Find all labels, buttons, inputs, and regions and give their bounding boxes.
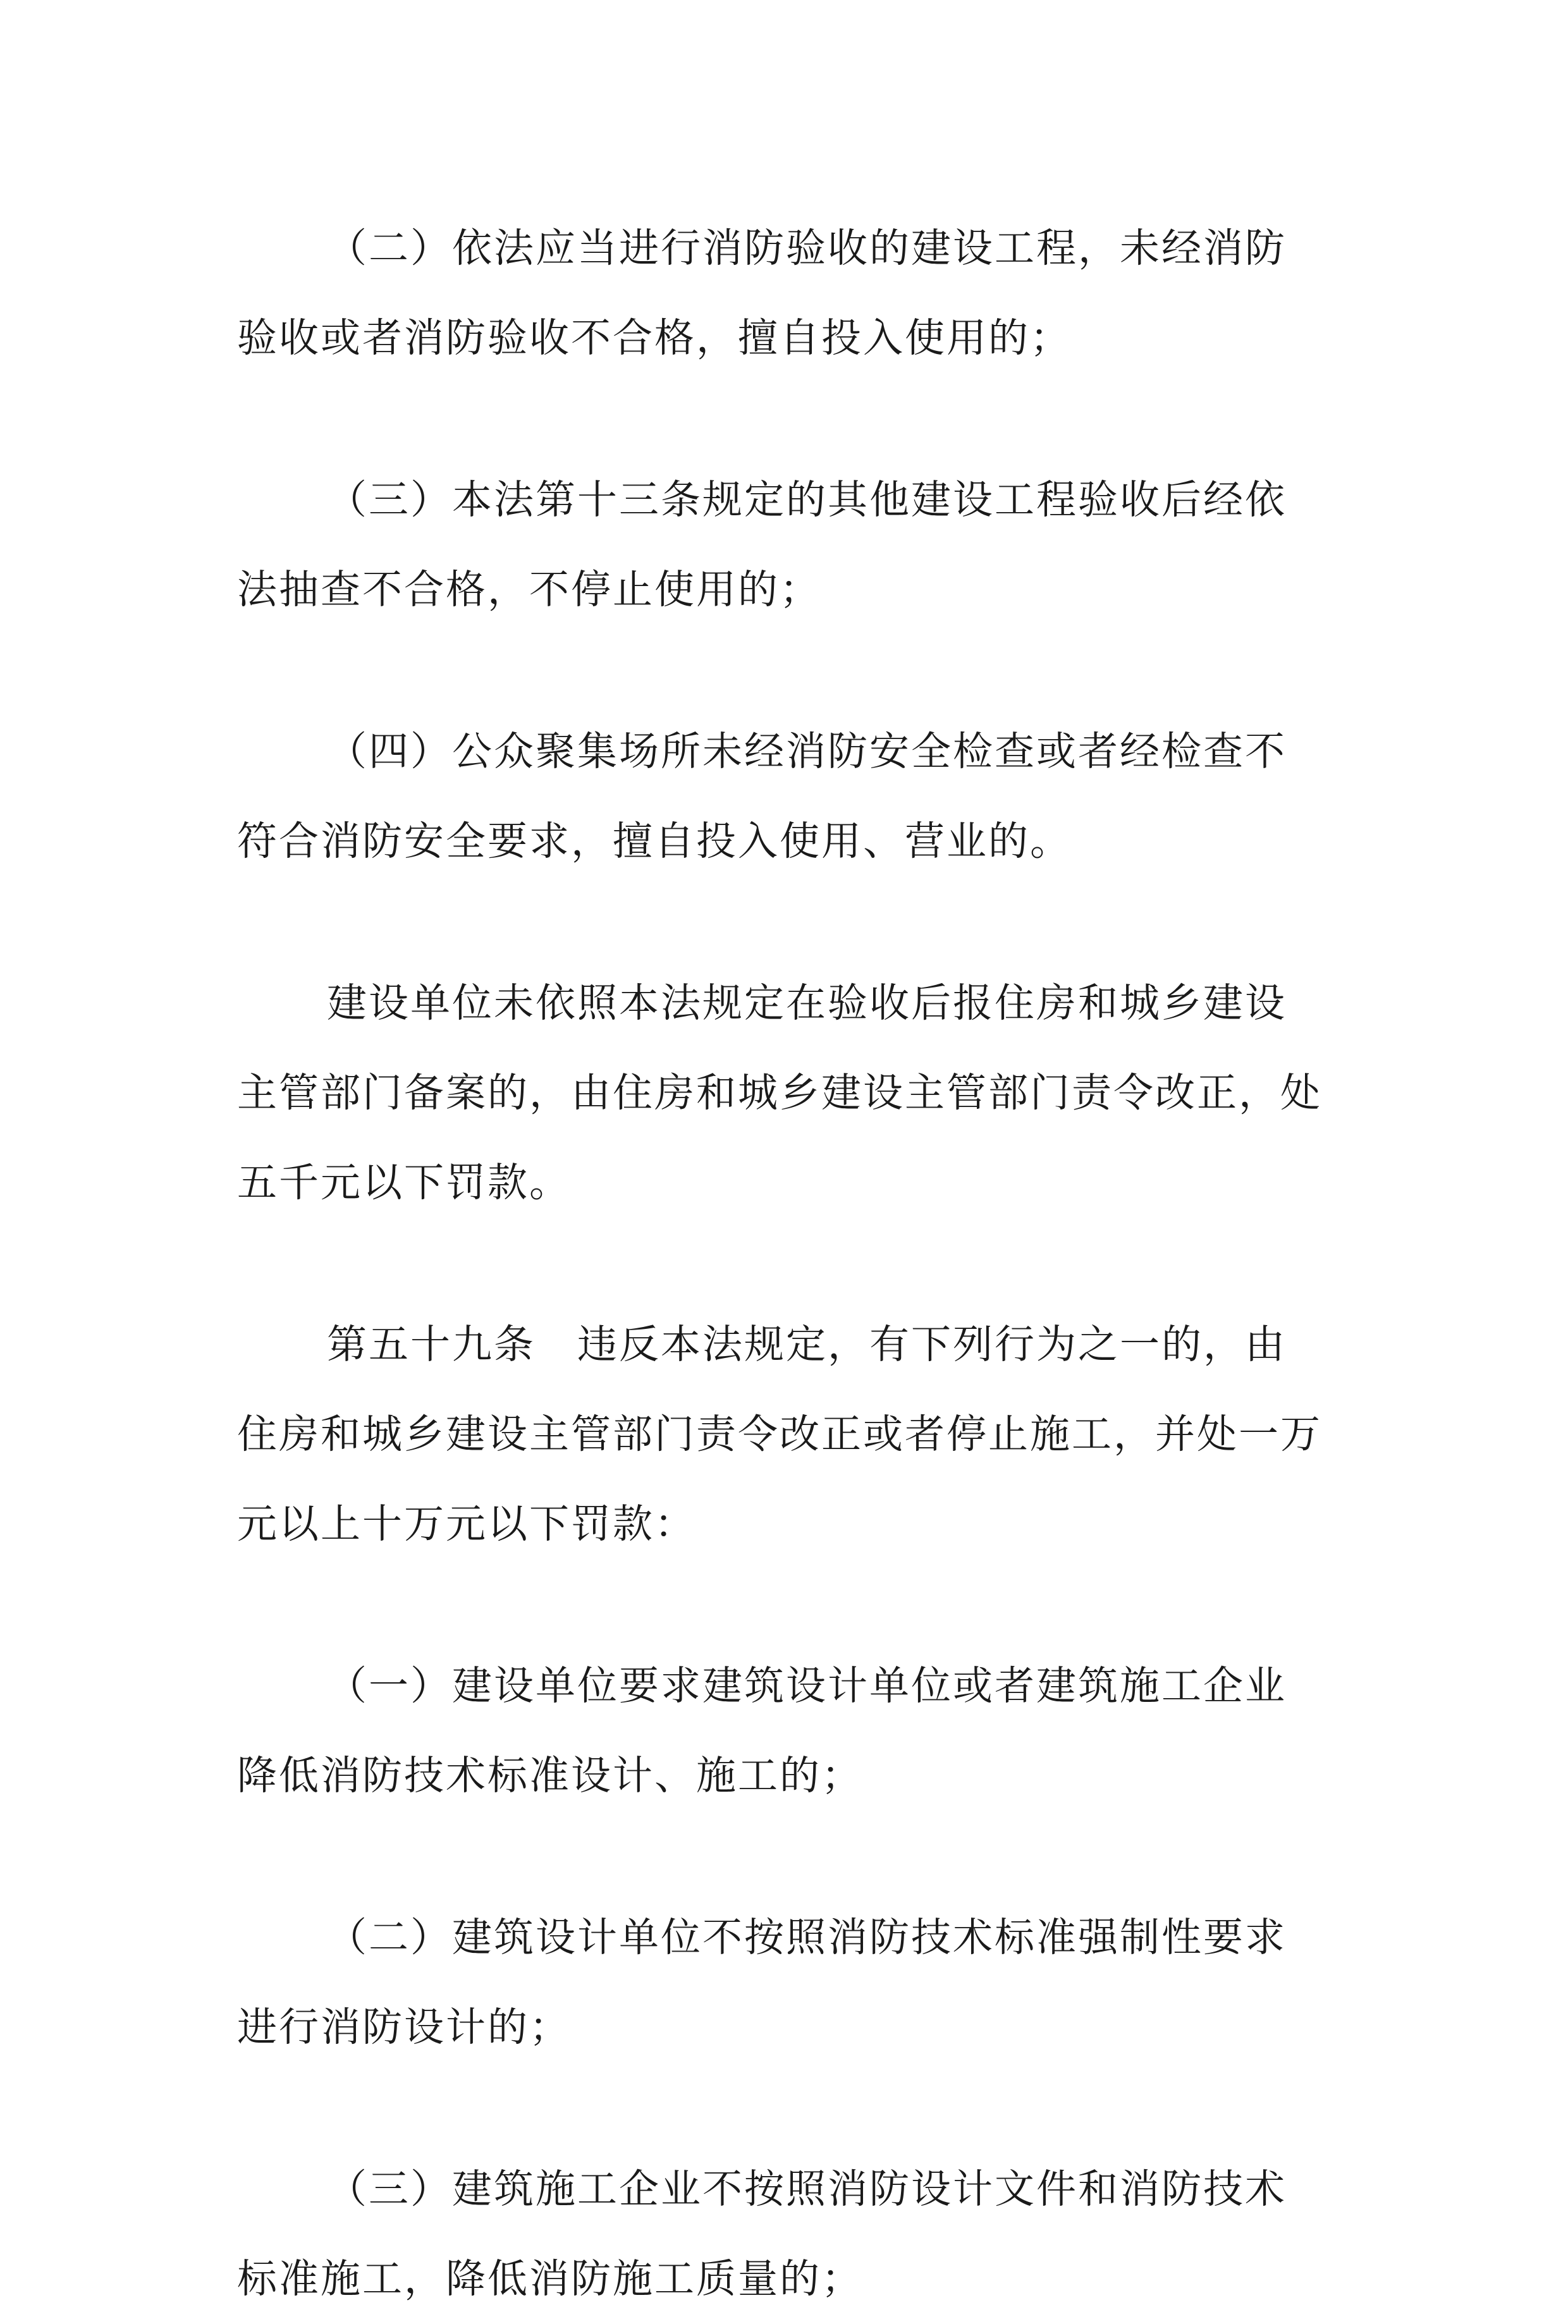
paragraph-article-59-item-1: （一）建设单位要求建筑设计单位或者建筑施工企业降低消防技术标准设计、施工的； [237,1663,1287,1799]
paragraph-item-2-completion-unverified: （二）依法应当进行消防验收的建设工程，未经消防验收或者消防验收不合格，擅自投入使用的； [237,225,1287,361]
paragraph-article-59: 第五十九条 违反本法规定，有下列行为之一的，由住房和城乡建设主管部门责令改正或者停止施工，并处一万元以上十万元以下罚款： [237,1321,1322,1547]
paragraph-item-4-public-venue: （四）公众聚集场所未经消防安全检查或者经检查不符合消防安全要求，擅自投入使用、营业的。 [237,728,1287,864]
paragraph-article-59-item-3: （三）建筑施工企业不按照消防设计文件和消防技术标准施工，降低消防施工质量的； [237,2166,1287,2302]
body-text [237,204,1325,2324]
paragraph-item-3-spot-check-failed: （三）本法第十三条规定的其他建设工程验收后经依法抽查不合格，不停止使用的； [237,477,1287,613]
paragraph-filing-penalty: 建设单位未依照本法规定在验收后报住房和城乡建设主管部门备案的，由住房和城乡建设主管部门责令改正，处五千元以下罚款。 [237,980,1322,1206]
paragraph-article-59-item-2: （二）建筑设计单位不按照消防技术标准强制性要求进行消防设计的； [237,1914,1287,2050]
